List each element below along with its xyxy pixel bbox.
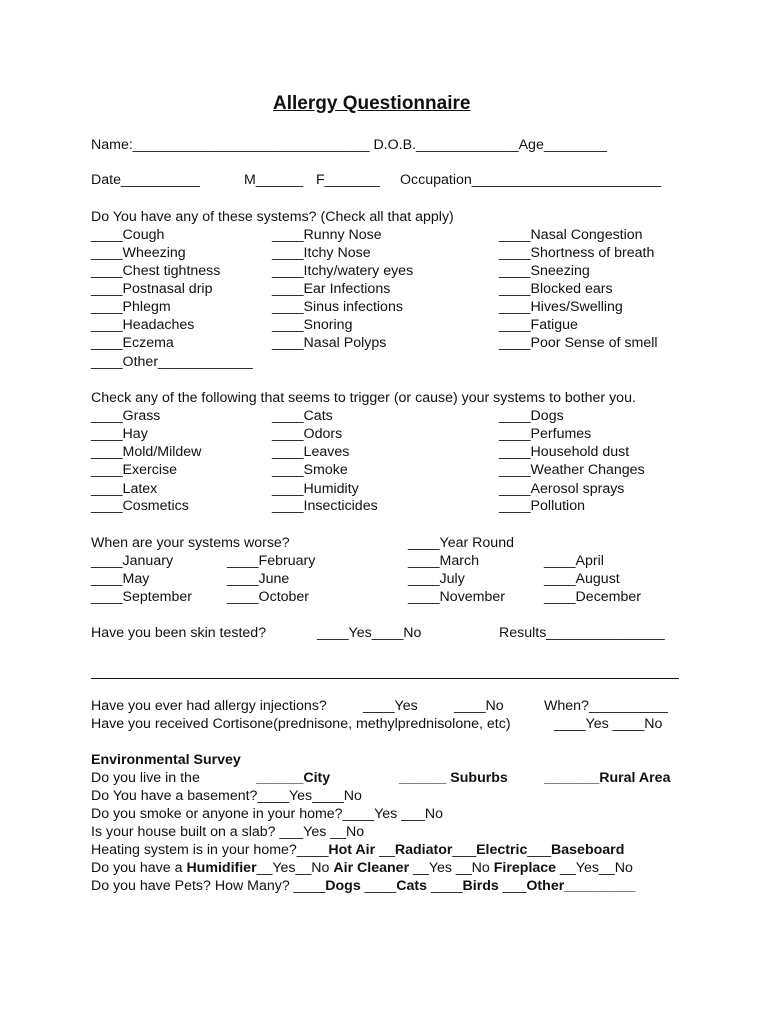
symptom-item[interactable]: ____Fatigue: [499, 317, 578, 333]
trigger-item[interactable]: ____Leaves: [272, 444, 350, 460]
month-item[interactable]: ____June: [227, 571, 290, 587]
heating-electric[interactable]: Electric: [476, 842, 528, 858]
month-item-year-round[interactable]: ____Year Round: [408, 535, 514, 551]
results-continuation-line[interactable]: [91, 678, 679, 679]
symptom-item[interactable]: ____Phlegm: [91, 299, 171, 315]
trigger-item[interactable]: ____Cats: [272, 408, 333, 424]
heating-hot-air[interactable]: Hot Air: [328, 842, 376, 858]
symptom-item[interactable]: ____Runny Nose: [272, 227, 382, 243]
trigger-item[interactable]: ____Dogs: [499, 408, 564, 424]
trigger-item[interactable]: ____Grass: [91, 408, 161, 424]
page-title: Allergy Questionnaire: [273, 93, 471, 114]
trigger-item[interactable]: ____Latex: [91, 481, 158, 497]
symptom-item[interactable]: ____Itchy Nose: [272, 245, 371, 261]
symptom-item[interactable]: ____Sinus infections: [272, 299, 403, 315]
symptom-item[interactable]: ____Postnasal drip: [91, 281, 213, 297]
basement-question[interactable]: Do You have a basement?____Yes____No: [91, 788, 362, 804]
month-item[interactable]: ____January: [91, 553, 174, 569]
symptoms-question: Do You have any of these systems? (Check all that apply): [91, 209, 454, 225]
trigger-item[interactable]: ____Odors: [272, 426, 343, 442]
fireplace-options[interactable]: __Yes__No: [556, 860, 633, 876]
pets-cats[interactable]: Cats: [396, 878, 427, 894]
fireplace-label: Fireplace: [493, 860, 557, 876]
injections-no[interactable]: ____No: [454, 698, 504, 714]
symptom-item[interactable]: ____Ear Infections: [272, 281, 391, 297]
heating-baseboard[interactable]: Baseboard: [551, 842, 625, 858]
symptom-item[interactable]: ____Sneezing: [499, 263, 590, 279]
trigger-item[interactable]: ____Smoke: [272, 462, 348, 478]
smoke-question[interactable]: Do you smoke or anyone in your home?____Yes ___No: [91, 806, 444, 822]
female-field[interactable]: F_______: [316, 172, 380, 188]
symptom-item[interactable]: ____Chest tightness: [91, 263, 221, 279]
symptom-item[interactable]: ____Poor Sense of smell: [499, 335, 658, 351]
trigger-item[interactable]: ____Cosmetics: [91, 498, 189, 514]
month-item[interactable]: ____March: [408, 553, 479, 569]
trigger-item[interactable]: ____Weather Changes: [499, 462, 645, 478]
pets-label: Do you have Pets? How Many? ____: [91, 878, 326, 894]
heating-label: Heating system is in your home?____: [91, 842, 329, 858]
injections-when-field[interactable]: When?__________: [544, 698, 668, 714]
symptom-item[interactable]: ____Wheezing: [91, 245, 186, 261]
trigger-item[interactable]: ____Humidity: [272, 481, 359, 497]
trigger-item[interactable]: ____Hay: [91, 426, 148, 442]
trigger-item[interactable]: ____Exercise: [91, 462, 177, 478]
month-item[interactable]: ____April: [544, 553, 604, 569]
month-item[interactable]: ____July: [408, 571, 465, 587]
trigger-item[interactable]: ____Mold/Mildew: [91, 444, 202, 460]
appliances-question[interactable]: [91, 860, 633, 877]
slab-question[interactable]: Is your house built on a slab? ___Yes __No: [91, 824, 365, 840]
air-cleaner-options[interactable]: __Yes __No: [409, 860, 494, 876]
month-item[interactable]: ____December: [544, 589, 642, 605]
trigger-item[interactable]: ____Perfumes: [499, 426, 592, 442]
injections-question: Have you ever had allergy injections?: [91, 698, 327, 714]
live-suburbs-option[interactable]: ______ Suburbs: [399, 770, 508, 786]
humidifier-options[interactable]: __Yes__No: [256, 860, 334, 876]
date-field[interactable]: Date__________: [91, 172, 200, 188]
symptom-item[interactable]: ____Cough: [91, 227, 165, 243]
months-question: When are your systems worse?: [91, 535, 290, 551]
name-dob-age-line[interactable]: Name:______________________________ D.O.B._____________Age________: [91, 137, 607, 153]
heating-radiator[interactable]: Radiator: [394, 842, 453, 858]
symptom-item[interactable]: ____Blocked ears: [499, 281, 613, 297]
symptom-item[interactable]: ____Hives/Swelling: [499, 299, 623, 315]
skin-test-question: Have you been skin tested?: [91, 625, 267, 641]
male-field[interactable]: M______: [244, 172, 304, 188]
month-item[interactable]: ____October: [227, 589, 310, 605]
occupation-field[interactable]: Occupation________________________: [400, 172, 662, 188]
month-item[interactable]: ____August: [544, 571, 620, 587]
month-item[interactable]: ____September: [91, 589, 192, 605]
cortisone-options[interactable]: ____Yes ____No: [554, 716, 663, 732]
triggers-question: Check any of the following that seems to trigger (or cause) your systems to bother you.: [91, 390, 636, 406]
skin-test-results-field[interactable]: Results_______________: [499, 625, 665, 641]
symptom-item[interactable]: ____Itchy/watery eyes: [272, 263, 414, 279]
trigger-item[interactable]: ____Aerosol sprays: [499, 481, 625, 497]
month-item[interactable]: ____November: [408, 589, 506, 605]
environmental-survey-heading: Environmental Survey: [91, 752, 241, 768]
skin-test-options[interactable]: ____Yes____No: [317, 625, 422, 641]
heating-question[interactable]: Heating system is in your home?____Hot Air __Radiator___Electric___Baseboard: [91, 842, 625, 858]
pets-birds[interactable]: Birds: [462, 878, 499, 894]
symptom-item[interactable]: ____Nasal Congestion: [499, 227, 643, 243]
pets-other[interactable]: Other_________: [526, 878, 636, 894]
trigger-item[interactable]: ____Insecticides: [272, 498, 378, 514]
pets-question[interactable]: Do you have Pets? How Many? ____Dogs ____Cats ____Birds ___Other_________: [91, 878, 636, 894]
humidifier-label: Humidifier: [186, 860, 257, 876]
symptom-item[interactable]: ____Other____________: [91, 354, 253, 370]
symptom-item[interactable]: ____Snoring: [272, 317, 353, 333]
trigger-item[interactable]: ____Household dust: [499, 444, 630, 460]
live-city-option[interactable]: ______City: [256, 770, 331, 786]
injections-yes[interactable]: ____Yes: [363, 698, 418, 714]
air-cleaner-label: Air Cleaner: [333, 860, 410, 876]
month-item[interactable]: ____February: [227, 553, 316, 569]
live-question: Do you live in the: [91, 770, 200, 786]
symptom-item[interactable]: ____Headaches: [91, 317, 195, 333]
live-rural-option[interactable]: _______Rural Area: [544, 770, 671, 786]
symptom-item[interactable]: ____Eczema: [91, 335, 174, 351]
trigger-item[interactable]: ____Pollution: [499, 498, 585, 514]
cortisone-question: Have you received Cortisone(prednisone, methylprednisolone, etc): [91, 716, 511, 732]
symptom-item[interactable]: ____Shortness of breath: [499, 245, 655, 261]
appliances-label: Do you have a: [91, 860, 187, 876]
symptom-item[interactable]: ____Nasal Polyps: [272, 335, 387, 351]
month-item[interactable]: ____May: [91, 571, 150, 587]
pets-dogs[interactable]: Dogs: [325, 878, 361, 894]
